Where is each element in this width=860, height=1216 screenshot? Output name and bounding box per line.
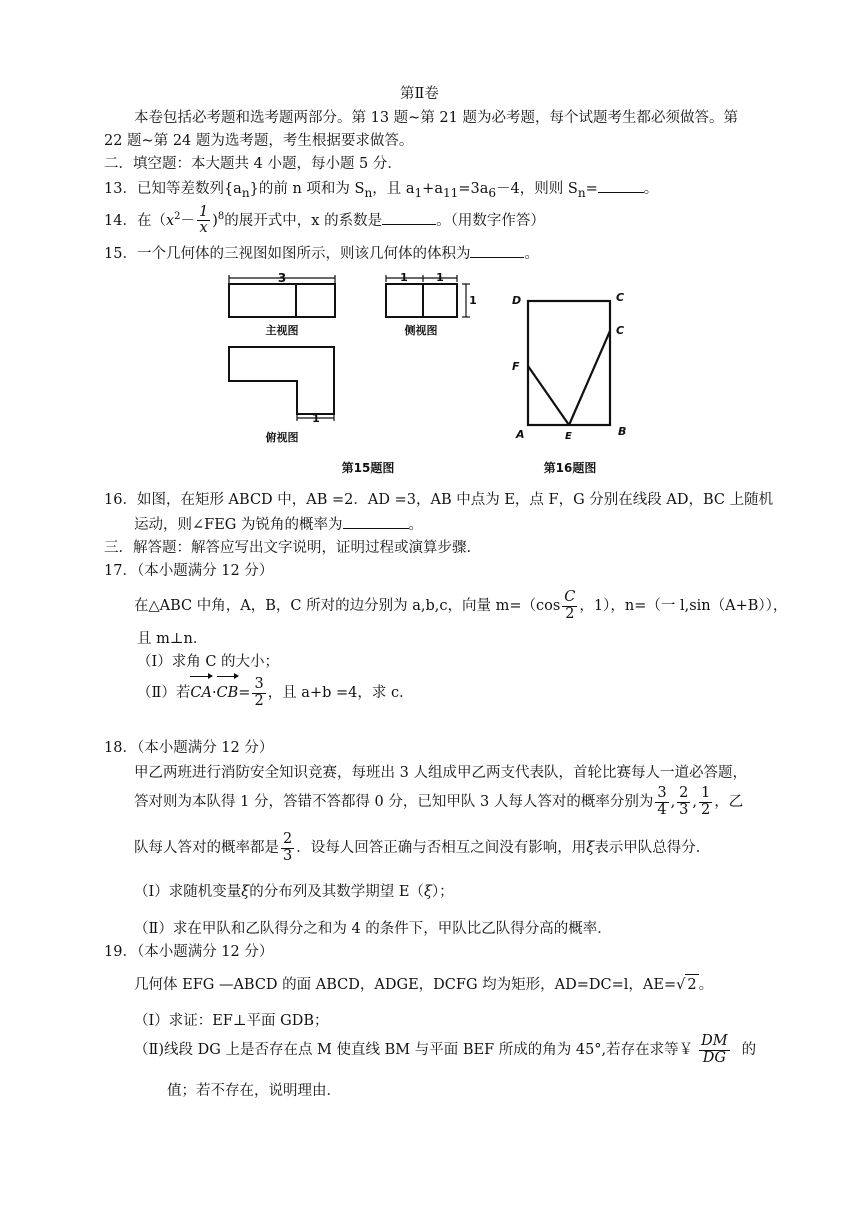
question-19-line-3: 值；若不存在，说明理由．: [167, 1083, 341, 1099]
label-C: C: [616, 291, 625, 304]
question-18-line-1: 甲乙两班进行消防安全知识竞赛，每班出 3 人组成甲乙两支代表队，首轮比赛每人一道必答题，: [134, 765, 747, 781]
fraction-3-over-4: $\frac{3}{4}$: [657, 785, 667, 818]
question-19-part-1: （Ⅰ）求证：EF⊥平面 GDB；: [134, 1013, 329, 1029]
question-14: 14．在（$x^2-$ $\frac{1}{x}$ )$^8$的展开式中，x 的系数是 。（用数字作答）: [104, 204, 545, 237]
answer-blank[interactable]: [343, 514, 409, 529]
label-G: C: [616, 324, 625, 337]
dimension-1: 1: [312, 412, 320, 425]
section-2-heading: 二．填空题：本大题共 4 小题，每小题 5 分．: [104, 156, 402, 172]
question-18-header: 18．（本小题满分 12 分）: [104, 740, 274, 756]
dimension-1: 1: [469, 294, 477, 307]
question-13: 13．已知等差数列$\{a_n\}$的前 n 项和为 $S_n$，且 $a_1+a_{11}=3a_6-4$，则则 $S_n=$ 。: [104, 178, 658, 203]
question-17-body: 在△ABC 中角，A，B，C 所对的边分别为 a,b,c，向量 m=（cos $\frac{C}{2}$ ，1），n=（一 l,sin（A+B）），: [134, 589, 788, 622]
sqrt-2: 2: [685, 974, 698, 995]
question-number: 19．: [104, 944, 137, 960]
fraction-c-over-2: $\frac{C}{2}$: [564, 589, 576, 622]
question-16: 16．如图，在矩形 ABCD 中，AB =2．AD =3，AB 中点为 E，点 F，G 分别在线段 AD，BC 上随机: [104, 492, 774, 508]
question-17-part-1: （Ⅰ）求角 C 的大小；: [137, 654, 280, 670]
dimension-1: 1: [436, 271, 444, 284]
fraction-2-over-3: $\frac{2}{3}$: [283, 831, 293, 864]
intro-line-2: 22 题~第 24 题为选考题，考生根据要求做答。: [104, 133, 414, 149]
question-18-part-2: （Ⅱ）求在甲队和乙队得分之和为 4 的条件下，甲队比乙队得分高的概率．: [134, 921, 612, 937]
question-16-line-2: 运动，则∠FEG 为锐角的概率为 。: [134, 514, 423, 535]
intro-line-1: 本卷包括必考题和选考题两部分。第 13 题~第 21 题为必考题，每个试题考生都必须做答。第: [134, 110, 738, 126]
fraction-1-over-2: $\frac{1}{2}$: [701, 785, 711, 818]
top-view: [229, 347, 334, 421]
side-view-label: 侧视图: [404, 324, 438, 337]
figures: [0, 0, 860, 490]
figure-16-rectangle: [528, 301, 610, 425]
fraction-2-over-3: $\frac{2}{3}$: [679, 785, 689, 818]
question-19-line-1: 几何体 EFG —ABCD 的面 ABCD，ADGE，DCFG 均为矩形，AD=DC=l，AE=√ 2 。: [134, 974, 713, 995]
fraction-1-over-x: $\frac{1}{x}$: [199, 204, 209, 237]
side-view: [386, 275, 470, 317]
front-view-label: 主视图: [265, 324, 299, 337]
vector-ca: CA: [190, 675, 212, 711]
question-18-line-3: 队每人答对的概率都是 $\frac{2}{3}$ ．设每人回答正确与否相互之间没有影响，用ξ表示甲队总得分．: [134, 831, 711, 864]
question-number: 16．: [104, 492, 137, 508]
question-17-header: 17．（本小题满分 12 分）: [104, 563, 274, 579]
question-19-part-2: （Ⅱ)线段 DG 上是否存在点 M 使直线 BM 与平面 BEF 所成的角为 45°,若存在求等￥ $\frac{DM}{DG}$ 的: [134, 1033, 757, 1066]
question-19-header: 19．（本小题满分 12 分）: [104, 944, 274, 960]
label-F: F: [512, 360, 520, 373]
label-E: E: [565, 431, 572, 442]
page-title: 第Ⅱ卷: [400, 86, 439, 102]
question-18-part-1: （Ⅰ）求随机变量ξ的分布列及其数学期望 E（ξ）；: [134, 884, 454, 900]
question-number: 14．: [104, 212, 137, 229]
dimension-1: 1: [400, 271, 408, 284]
dimension-3: 3: [277, 271, 287, 285]
question-17-part-2: （Ⅱ）若CA·CB= $\frac{3}{2}$ ，且 a+b =4，求 c．: [137, 675, 414, 711]
fraction-3-over-2: $\frac{3}{2}$: [254, 676, 264, 709]
label-A: A: [516, 428, 525, 441]
question-15: 15．一个几何体的三视图如图所示，则该几何体的体积为 。: [104, 243, 539, 264]
question-number: 18．: [104, 740, 137, 756]
question-number: 15．: [104, 246, 137, 262]
figure-16-caption: 第16题图: [543, 461, 597, 475]
vector-cb: CB: [217, 675, 239, 711]
section-3-heading: 三．解答题：解答应写出文字说明，证明过程或演算步骤．: [104, 540, 481, 556]
top-view-label: 俯视图: [265, 431, 299, 444]
label-D: D: [512, 294, 522, 307]
label-B: B: [618, 425, 627, 438]
question-18-line-2: 答对则为本队得 1 分，答错不答都得 0 分，已知甲队 3 人每人答对的概率分别为 $\frac{3}{4}$ , $\frac{2}{3}$ , $\frac{1}{2}$ ，乙: [134, 785, 744, 818]
question-number: 17．: [104, 563, 137, 579]
question-17-line-2: 且 m⊥n．: [137, 631, 208, 647]
fraction-dm-over-dg: $\frac{DM}{DG}$: [701, 1033, 728, 1066]
figure-15-caption: 第15题图: [341, 461, 395, 475]
question-number: 13．: [104, 181, 137, 197]
